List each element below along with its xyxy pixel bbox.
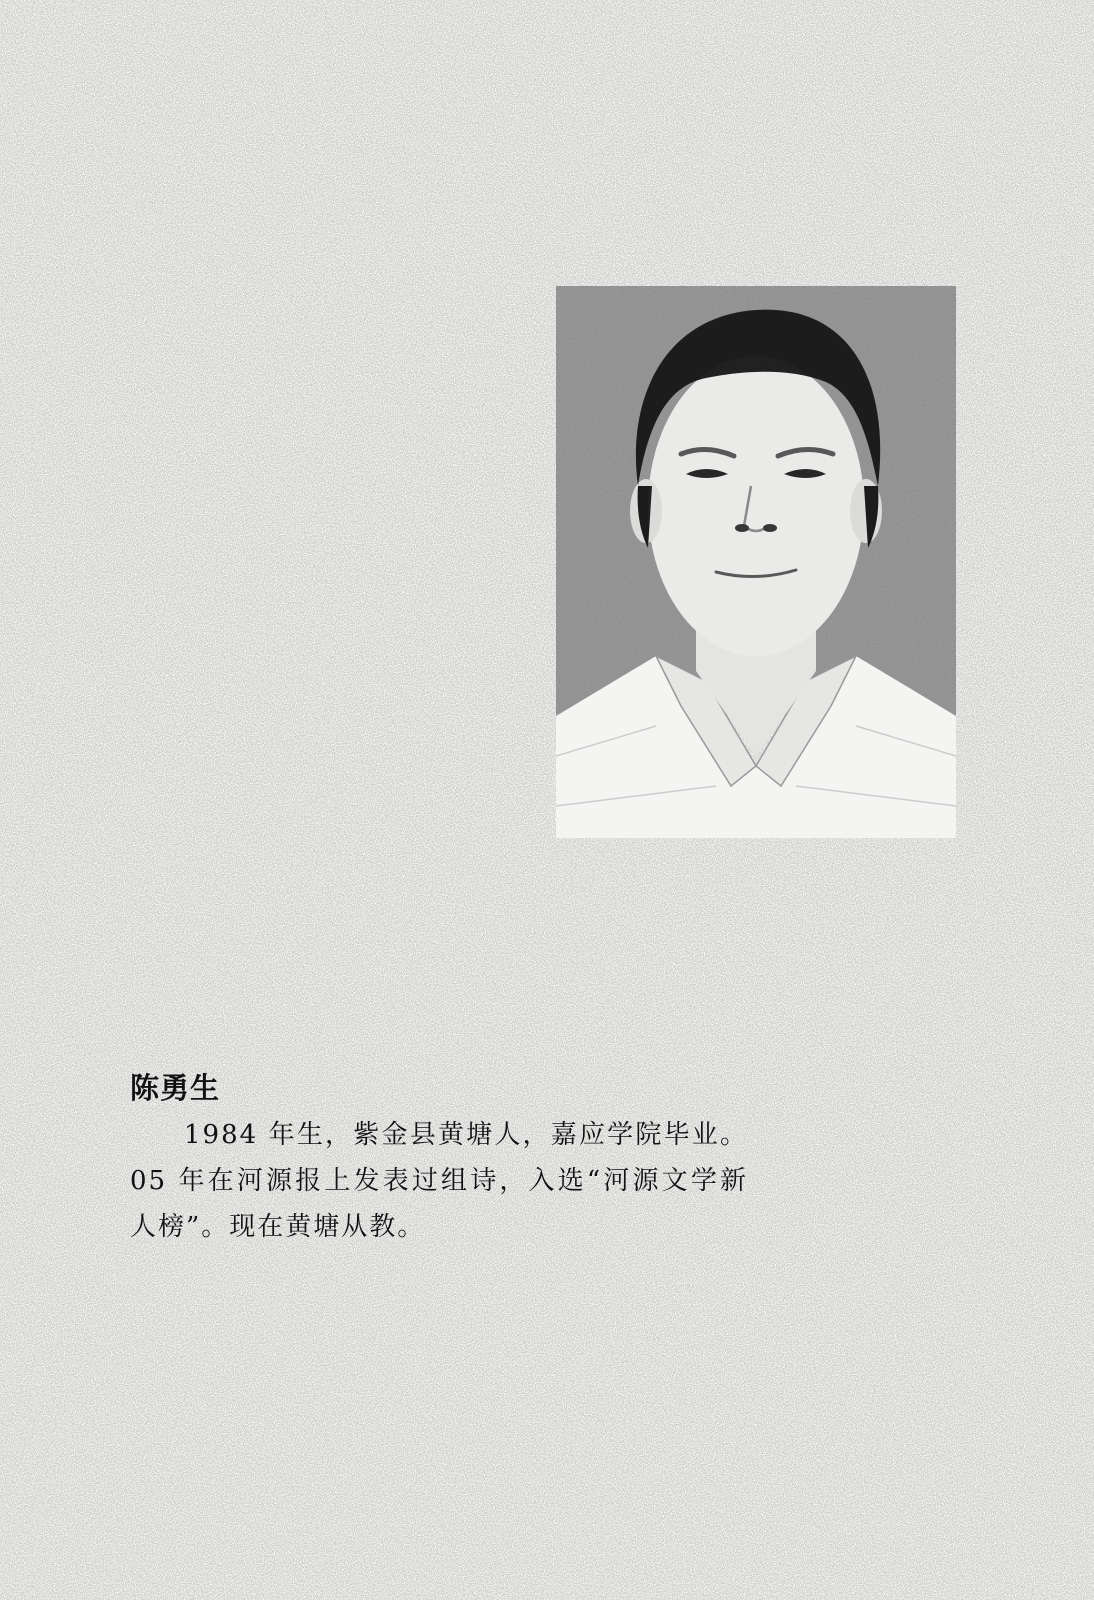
author-name: 陈勇生 [130,1071,221,1105]
author-bio: 1984 年生，紫金县黄塘人，嘉应学院毕业。05 年在河源报上发表过组诗，入选“河源文学新人榜”。现在黄塘从教。 [130,1120,748,1242]
author-portrait-photo [556,286,956,838]
